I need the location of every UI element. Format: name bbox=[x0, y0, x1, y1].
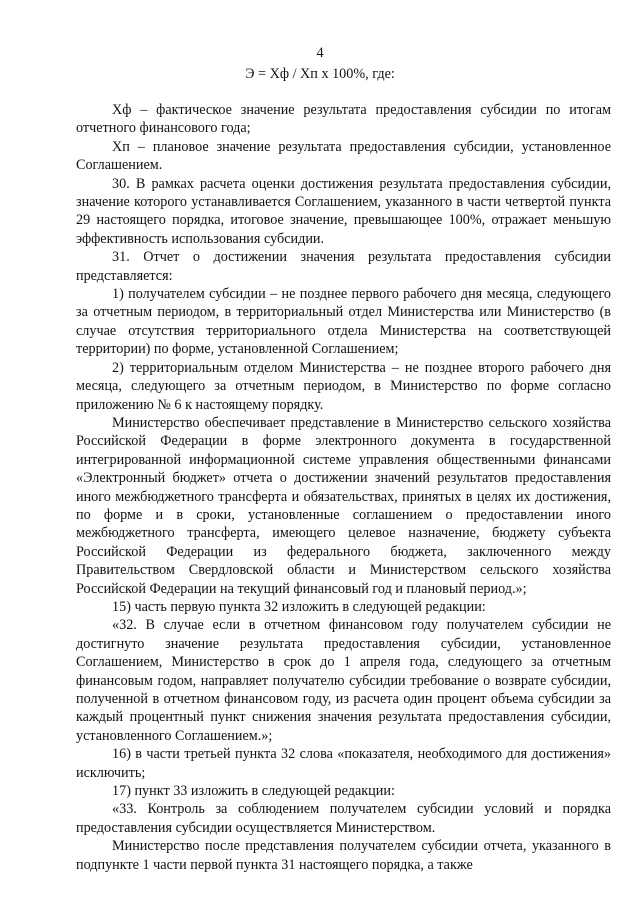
paragraph-33: «33. Контроль за соблюдением получателем субсидии условий и порядка предоставления субсидии осуществляется Министерством. bbox=[76, 801, 611, 836]
paragraph-31-item-2: 2) территориальным отделом Министерства – не позднее второго рабочего дня месяца, следующего за отчетным периодом, в Министерство по форме согласно приложению № 6 к настоящему порядку. bbox=[76, 359, 611, 413]
paragraph-33-continued: Министерство после представления получателем субсидии отчета, указанного в подпункте 1 части первой пункта 31 настоящего порядка, а также bbox=[76, 838, 611, 873]
amendment-16: 16) в части третьей пункта 32 слова «показателя, необходимого для достижения» исключить; bbox=[76, 746, 611, 781]
paragraph-31: 31. Отчет о достижении значения результата предоставления субсидии представляется: bbox=[76, 249, 611, 284]
amendment-17: 17) пункт 33 изложить в следующей редакции: bbox=[112, 783, 395, 800]
definition-hp: Хп – плановое значение результата предоставления субсидии, установленное Соглашением. bbox=[76, 138, 611, 174]
page-number: 4 bbox=[316, 45, 324, 61]
paragraph-31-item-1: 1) получателем субсидии – не позднее первого рабочего дня месяца, следующего за отчетным периодом, в территориальный отдел Министерства или Министерство (в случае отсутствия территориального отдела Министерства на соответствующей территории) по форме, установленной Соглашением; bbox=[76, 286, 611, 358]
definition-hf: Хф – фактическое значение результата предоставления субсидии по итогам отчетного финансового года; bbox=[76, 102, 611, 137]
amendment-15: 15) часть первую пункта 32 изложить в следующей редакции: bbox=[112, 598, 486, 615]
paragraph-30: 30. В рамках расчета оценки достижения результата предоставления субсидии, значение которого устанавливается Соглашением, указанного в части четвертой пункта 29 настоящего порядка, итоговое значение, превышающее 100%, отражает меньшую эффективность использования субсидии. bbox=[76, 175, 611, 247]
paragraph-32: «32. В случае если в отчетном финансовом году получателем субсидии не достигнуто значение результата предоставления субсидии, установленное Соглашением, Министерство в срок до 1 апреля года, следующего за отчетным финансовым годом, направляет получателю субсидии требование о возврате субсидии, полученной в отчетном финансовом году, из расчета один процент объема субсидии за каждый процентный пункт снижения значения результата предоставления субсидии, установленного Соглашением.»; bbox=[76, 617, 611, 744]
document-body bbox=[76, 101, 611, 874]
efficiency-formula: Э = Хф / Хп x 100%, где: bbox=[245, 66, 395, 82]
paragraph-ministry-report: Министерство обеспечивает представление в Министерство сельского хозяйства Российской Федерации в форме электронного документа в государственной интегрированной информационной системе управления общественными финансами «Электронный бюджет» отчета о достижении значений результатов предоставления иного межбюджетного трансферта и обязательствах, принятых в целях их достижения, по форме и в сроки, установленные соглашением о предоставлении иного межбюджетного трансферта, имеющего целевое назначение, бюджету субъекта Российской Федерации из федерального бюджета, заключенного между Правительством Свердловской области и Министерством сельского хозяйства Российской Федерации на текущий финансовый год и плановый период.»; bbox=[76, 414, 611, 597]
